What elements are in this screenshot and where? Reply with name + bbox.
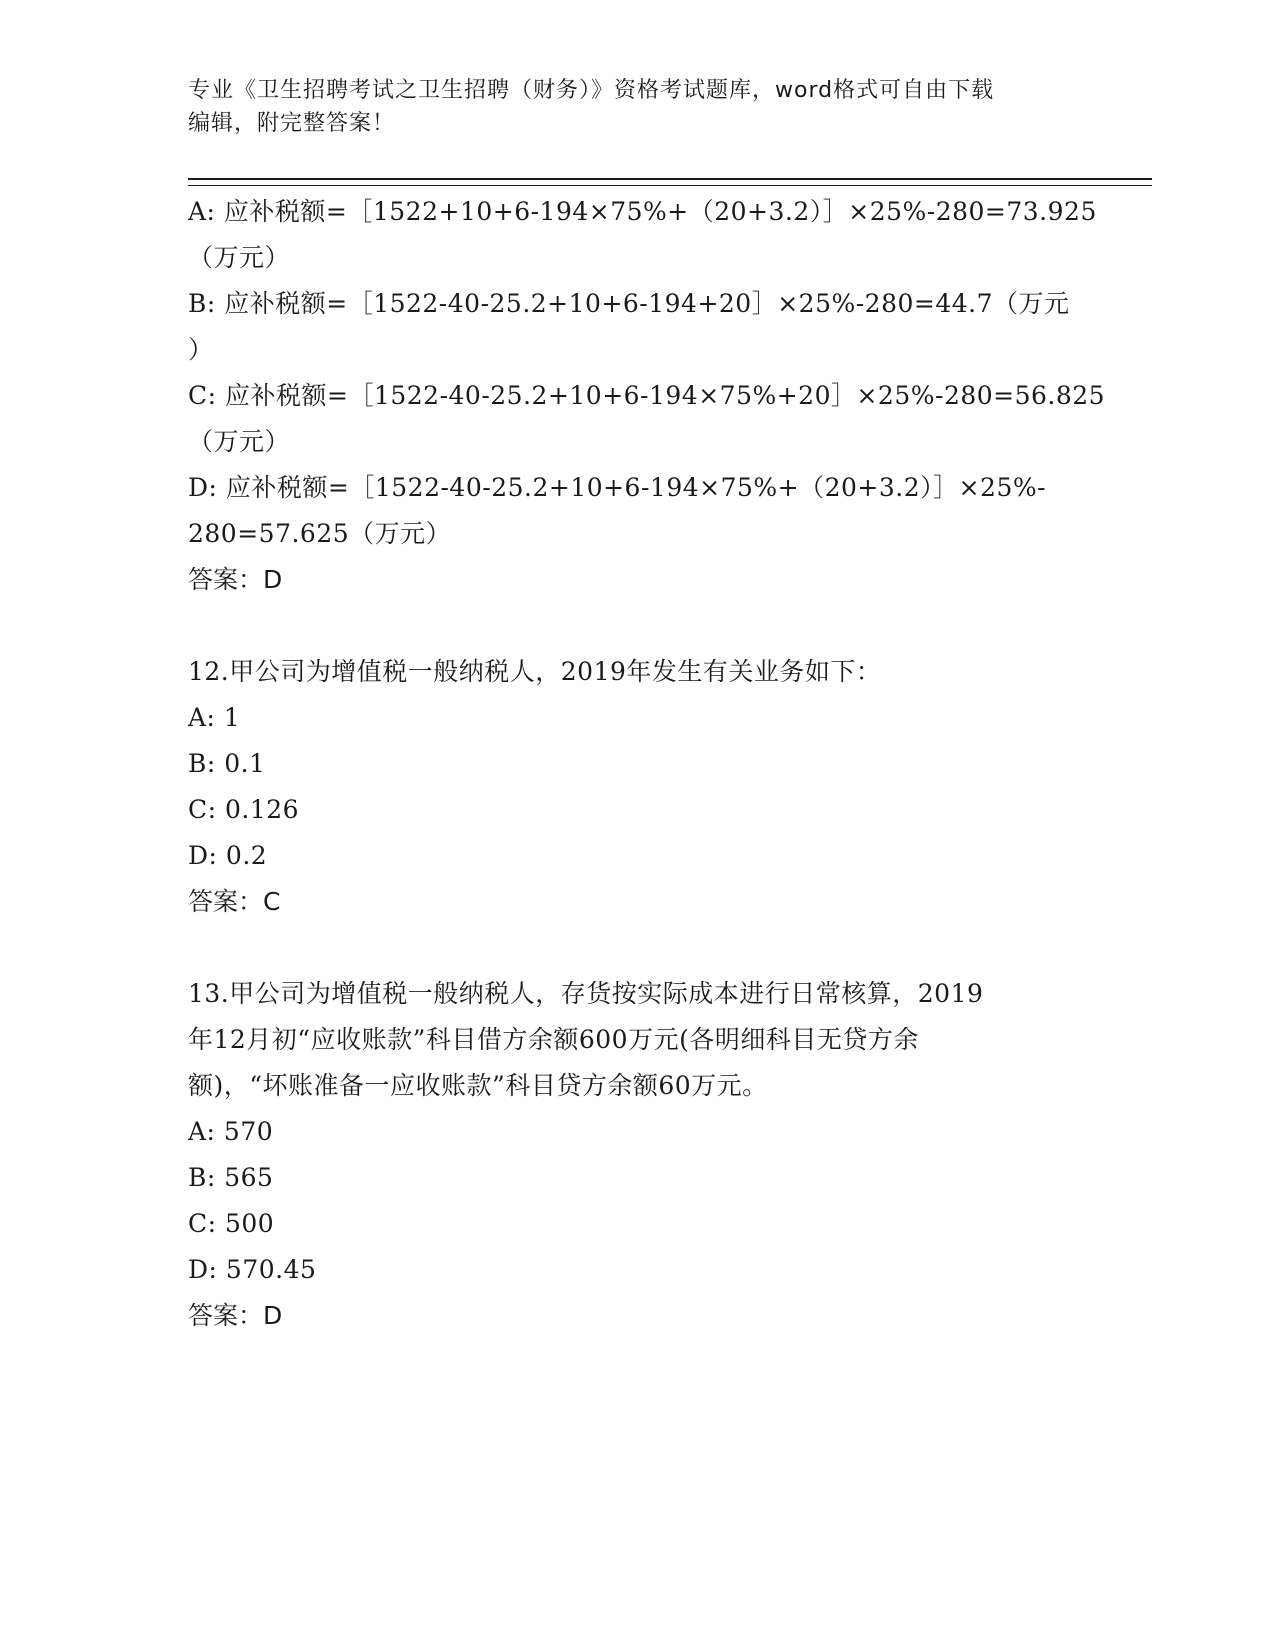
question-12: [188, 649, 1088, 925]
question-list: [188, 189, 1106, 1339]
question-stem-line-1: 13.甲公司为增值税一般纳税人，存货按实际成本进行日常核算，2019: [188, 979, 984, 1008]
question-stem-line-3: 额)，“坏账准备一应收账款”科目贷方余额60万元。: [188, 1071, 768, 1100]
option-b-line-2: ）: [188, 335, 214, 364]
option-c: C: 0.126: [188, 795, 300, 824]
document-header: [188, 74, 1088, 140]
option-b: B: 0.1: [188, 749, 266, 778]
answer-label: 答案：D: [188, 1301, 283, 1330]
option-a: A: 570: [188, 1117, 274, 1146]
header-line-1: 专业《卫生招聘考试之卫生招聘（财务）》资格考试题库，word格式可自由下载: [188, 78, 995, 103]
question-stem-line-2: 年12月初“应收账款”科目借方余额600万元(各明细科目无贷方余: [188, 1025, 919, 1054]
option-c-line-2: （万元）: [188, 427, 291, 456]
option-a-line-2: （万元）: [188, 243, 291, 272]
option-a: A: 1: [188, 703, 241, 732]
question-stem: 12.甲公司为增值税一般纳税人，2019年发生有关业务如下：: [188, 657, 882, 686]
option-d-line-1: D: 应补税额=［1522-40-25.2+10+6-194×75%+（20+3.2）］×25%-: [188, 473, 1047, 502]
option-d: D: 0.2: [188, 841, 268, 870]
question-11: [188, 189, 1106, 603]
spacer: [188, 925, 1088, 971]
header-line-2: 编辑，附完整答案！: [188, 111, 396, 136]
spacer: [188, 603, 1088, 649]
option-c: C: 500: [188, 1209, 275, 1238]
option-a-line-1: A: 应补税额=［1522+10+6-194×75%+（20+3.2）］×25%-280=73.925: [188, 197, 1097, 226]
option-d: D: 570.45: [188, 1255, 317, 1284]
option-b: B: 565: [188, 1163, 274, 1192]
question-13: [188, 971, 1088, 1339]
option-b-line-1: B: 应补税额=［1522-40-25.2+10+6-194+20］×25%-280=44.7（万元: [188, 289, 1070, 318]
answer-label: 答案：D: [188, 565, 283, 594]
header-divider: [188, 178, 1152, 186]
option-d-line-2: 280=57.625（万元）: [188, 519, 452, 548]
option-c-line-1: C: 应补税额=［1522-40-25.2+10+6-194×75%+20］×25%-280=56.825: [188, 381, 1106, 410]
answer-label: 答案：C: [188, 887, 281, 916]
